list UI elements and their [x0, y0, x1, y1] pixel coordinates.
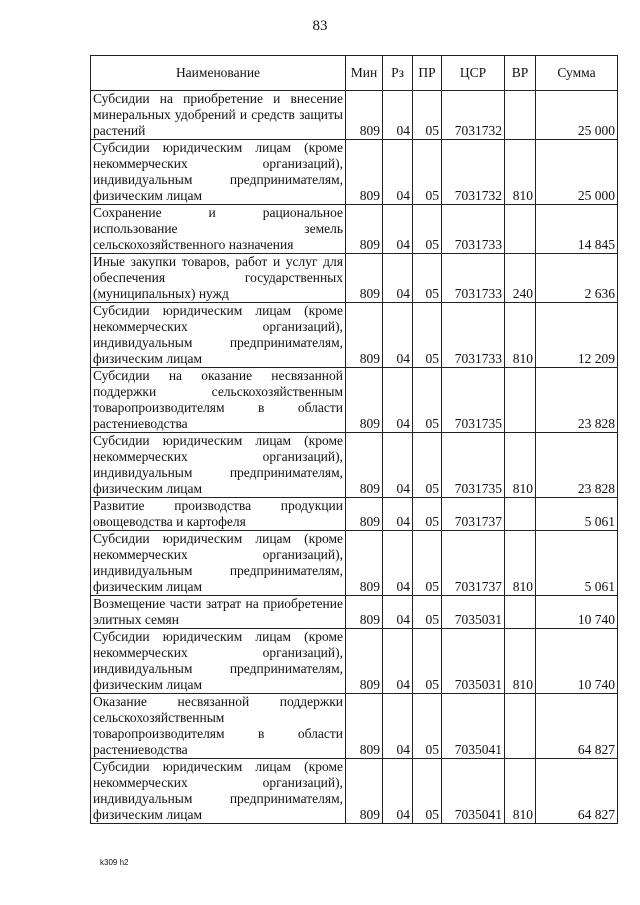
row-rz: 04: [383, 91, 413, 140]
row-name: Субсидии юридическим лицам (кроме некоммерческих организаций), индивидуальным предпринимателям, физическим лицам: [91, 531, 346, 596]
header-min: Мин: [346, 56, 383, 91]
row-name: Субсидии на оказание несвязанной поддержки сельскохозяйственным товаропроизводителям в области растениеводства: [91, 368, 346, 433]
row-min: 809: [346, 694, 383, 759]
header-rz: Рз: [383, 56, 413, 91]
table-row: [91, 531, 618, 596]
row-sum: 14 845: [536, 205, 618, 254]
table-row: [91, 254, 618, 303]
row-name: Субсидии юридическим лицам (кроме некоммерческих организаций), индивидуальным предпринимателям, физическим лицам: [91, 433, 346, 498]
row-min: 809: [346, 368, 383, 433]
row-sum: 10 740: [536, 596, 618, 629]
row-csr: 7035041: [442, 759, 505, 824]
row-vr: [505, 596, 536, 629]
row-csr: 7031733: [442, 303, 505, 368]
row-sum: 12 209: [536, 303, 618, 368]
row-vr: [505, 205, 536, 254]
table-row: [91, 303, 618, 368]
row-pr: 05: [413, 596, 442, 629]
row-csr: 7031735: [442, 433, 505, 498]
row-pr: 05: [413, 254, 442, 303]
row-csr: 7031735: [442, 368, 505, 433]
row-min: 809: [346, 629, 383, 694]
row-vr: 810: [505, 629, 536, 694]
row-csr: 7031733: [442, 254, 505, 303]
table-row: [91, 759, 618, 824]
row-sum: 64 827: [536, 759, 618, 824]
row-vr: 810: [505, 433, 536, 498]
table-row: [91, 140, 618, 205]
row-vr: 810: [505, 531, 536, 596]
table-row: [91, 205, 618, 254]
row-rz: 04: [383, 498, 413, 531]
row-name: Возмещение части затрат на приобретение элитных семян: [91, 596, 346, 629]
row-name: Развитие производства продукции овощеводства и картофеля: [91, 498, 346, 531]
row-min: 809: [346, 759, 383, 824]
row-pr: 05: [413, 759, 442, 824]
row-pr: 05: [413, 140, 442, 205]
row-vr: 810: [505, 303, 536, 368]
row-name: Субсидии на приобретение и внесение минеральных удобрений и средств защиты растений: [91, 91, 346, 140]
header-sum: Сумма: [536, 56, 618, 91]
table-header: [91, 56, 618, 91]
row-pr: 05: [413, 91, 442, 140]
row-csr: 7035031: [442, 596, 505, 629]
row-min: 809: [346, 303, 383, 368]
table-row: [91, 91, 618, 140]
row-rz: 04: [383, 531, 413, 596]
row-name: Субсидии юридическим лицам (кроме некоммерческих организаций), индивидуальным предпринимателям, физическим лицам: [91, 303, 346, 368]
row-min: 809: [346, 433, 383, 498]
row-min: 809: [346, 140, 383, 205]
row-vr: [505, 368, 536, 433]
table-row: [91, 629, 618, 694]
row-min: 809: [346, 596, 383, 629]
row-rz: 04: [383, 694, 413, 759]
row-csr: 7031737: [442, 498, 505, 531]
row-name: Сохранение и рациональное использование земель сельскохозяйственного назначения: [91, 205, 346, 254]
table-row: [91, 694, 618, 759]
row-name: Субсидии юридическим лицам (кроме некоммерческих организаций), индивидуальным предпринимателям, физическим лицам: [91, 629, 346, 694]
row-pr: 05: [413, 694, 442, 759]
row-min: 809: [346, 531, 383, 596]
footer-code: k309 h2: [100, 858, 129, 867]
row-sum: 64 827: [536, 694, 618, 759]
row-rz: 04: [383, 759, 413, 824]
row-vr: 810: [505, 759, 536, 824]
table-row: [91, 498, 618, 531]
header-csr: ЦСР: [442, 56, 505, 91]
row-min: 809: [346, 498, 383, 531]
row-sum: 5 061: [536, 498, 618, 531]
row-pr: 05: [413, 629, 442, 694]
row-sum: 25 000: [536, 91, 618, 140]
row-rz: 04: [383, 205, 413, 254]
row-min: 809: [346, 91, 383, 140]
row-csr: 7031732: [442, 140, 505, 205]
row-min: 809: [346, 254, 383, 303]
row-sum: 5 061: [536, 531, 618, 596]
row-pr: 05: [413, 303, 442, 368]
row-pr: 05: [413, 433, 442, 498]
row-vr: 240: [505, 254, 536, 303]
table-row: [91, 596, 618, 629]
row-name: Субсидии юридическим лицам (кроме некоммерческих организаций), индивидуальным предпринимателям, физическим лицам: [91, 140, 346, 205]
row-min: 809: [346, 205, 383, 254]
row-sum: 23 828: [536, 368, 618, 433]
header-name: Наименование: [91, 56, 346, 91]
row-csr: 7031732: [442, 91, 505, 140]
row-rz: 04: [383, 629, 413, 694]
row-csr: 7035031: [442, 629, 505, 694]
row-pr: 05: [413, 205, 442, 254]
table-row: [91, 433, 618, 498]
row-vr: [505, 498, 536, 531]
row-rz: 04: [383, 596, 413, 629]
row-pr: 05: [413, 498, 442, 531]
row-sum: 10 740: [536, 629, 618, 694]
row-rz: 04: [383, 303, 413, 368]
table-row: [91, 368, 618, 433]
row-rz: 04: [383, 433, 413, 498]
row-sum: 23 828: [536, 433, 618, 498]
row-sum: 2 636: [536, 254, 618, 303]
row-vr: 810: [505, 140, 536, 205]
row-name: Оказание несвязанной поддержки сельскохозяйственным товаропроизводителям в области растениеводства: [91, 694, 346, 759]
page-number: 83: [312, 18, 328, 34]
header-vr: ВР: [505, 56, 536, 91]
row-name: Субсидии юридическим лицам (кроме некоммерческих организаций), индивидуальным предпринимателям, физическим лицам: [91, 759, 346, 824]
row-csr: 7035041: [442, 694, 505, 759]
row-vr: [505, 91, 536, 140]
row-csr: 7031737: [442, 531, 505, 596]
row-rz: 04: [383, 368, 413, 433]
budget-table: [90, 55, 618, 824]
row-pr: 05: [413, 368, 442, 433]
row-vr: [505, 694, 536, 759]
row-rz: 04: [383, 254, 413, 303]
row-rz: 04: [383, 140, 413, 205]
row-name: Иные закупки товаров, работ и услуг для обеспечения государственных (муниципальных) нужд: [91, 254, 346, 303]
row-sum: 25 000: [536, 140, 618, 205]
row-csr: 7031733: [442, 205, 505, 254]
row-pr: 05: [413, 531, 442, 596]
header-pr: ПР: [413, 56, 442, 91]
